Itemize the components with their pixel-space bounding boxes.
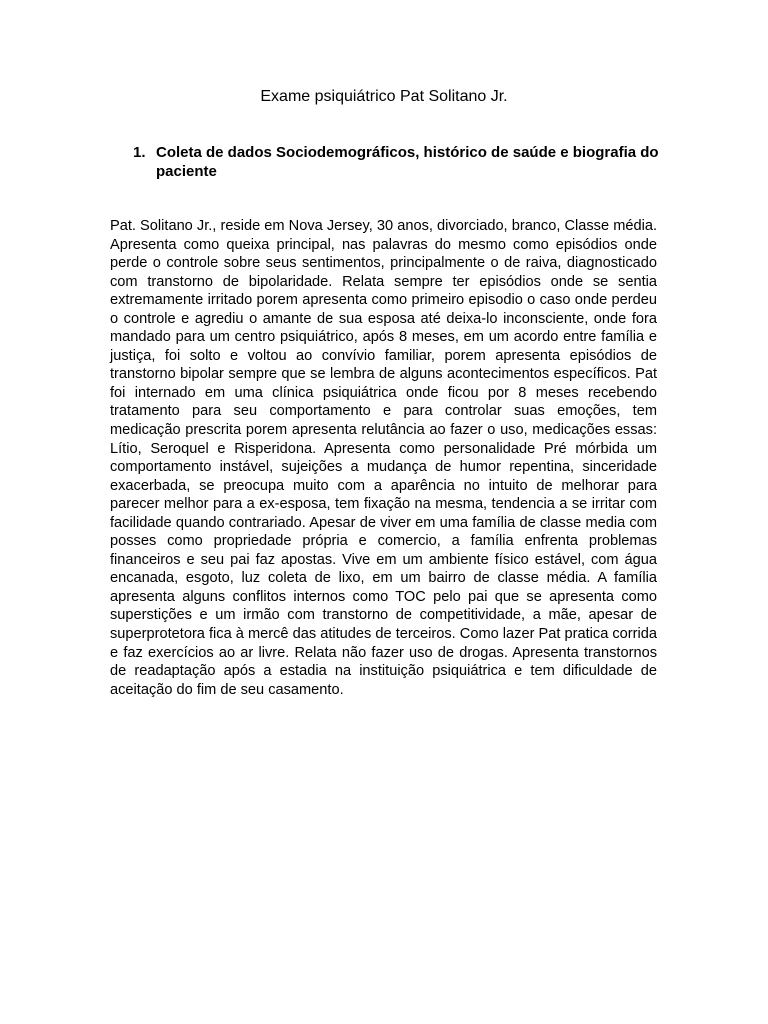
section-number: 1.	[133, 144, 146, 161]
section-heading	[133, 144, 659, 181]
body-paragraph: Pat. Solitano Jr., reside em Nova Jersey, 30 anos, divorciado, branco, Classe média. Apresenta como queixa principal, nas palavras do mesmo como episódios onde perde o controle sobre seus sentimentos, principalmente o de raiva, diagnosticado com transtorno de bipolaridade. Relata sempre ter episódios onde se sentia extremamente irritado porem apresenta como primeiro episodio o caso onde perdeu o controle e agrediu o amante de sua esposa até deixa-lo inconsciente, onde fora mandado para um centro psiquiátrico, após 8 meses, em um acordo entre família e justiça, foi solto e voltou ao convívio familiar, porem apresenta episódios de transtorno bipolar sempre que se lembra de alguns acontecimentos específicos. Pat foi internado em uma clínica psiquiátrica onde ficou por 8 meses recebendo tratamento para seu comportamento e para controlar suas emoções, tem medicação prescrita porem apresenta relutância ao fazer o uso, medicações essas: Lítio, Seroquel e Risperidona. Apresenta como personalidade Pré mórbida um comportamento instável, sujeições a mudança de humor repentina, sinceridade exacerbada, se preocupa muito com a aparência no intuito de melhorar para parecer melhor para a ex-esposa, tem fixação na mesma, tendencia a se irritar com facilidade quando contrariado. Apesar de viver em uma família de classe media com posses como propriedade própria e comercio, a família enfrenta problemas financeiros e seu pai faz apostas. Vive em um ambiente físico estável, com água encanada, esgoto, luz coleta de lixo, em um bairro de classe média. A família apresenta alguns conflitos internos como TOC pelo pai que se apresenta como superstições e um irmão com transtorno de competitividade, a mãe, apesar de superprotetora fica à mercê das atitudes de terceiros. Como lazer Pat pratica corrida e faz exercícios ao ar livre. Relata não fazer uso de drogas. Apresenta transtornos de readaptação após a estadia na instituição psiquiátrica e tem dificuldade de aceitação do fim de seu casamento.	[110, 218, 657, 698]
section-heading-text: Coleta de dados Sociodemográficos, histórico de saúde e biografia do paciente	[156, 144, 659, 180]
document-title: Exame psiquiátrico Pat Solitano Jr.	[260, 88, 508, 105]
